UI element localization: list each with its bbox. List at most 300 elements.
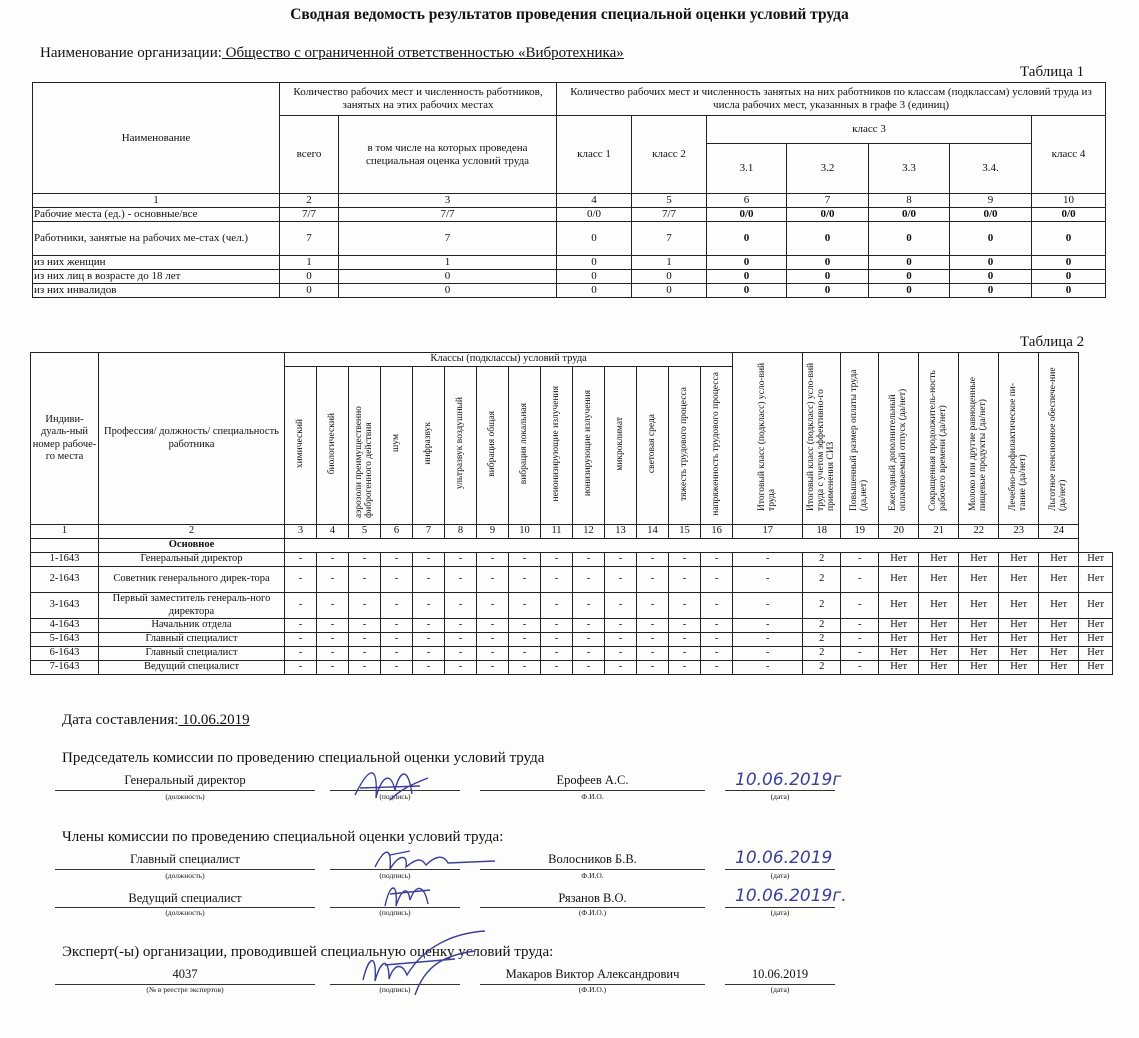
t2-column-number: 22: [959, 525, 999, 539]
chair-fio-caption: Ф.И.О.: [581, 792, 604, 801]
t1-cell: 0: [557, 270, 632, 284]
t2-section-empty: [31, 539, 99, 553]
t1-row: [33, 208, 1106, 222]
t2-cell-dash: -: [541, 593, 573, 619]
t1-header-3-4: 3.4.: [950, 144, 1032, 194]
t2-cell-dash: -: [445, 567, 477, 593]
t1-cell: 0: [869, 256, 950, 270]
member2-signature: [380, 878, 440, 913]
member2-position-caption: (должность): [165, 908, 205, 917]
t2-header-factor-label: напряженность трудового процесса: [710, 371, 721, 516]
t1-cell: 0/0: [1032, 208, 1106, 222]
t2-cell-dash: -: [285, 619, 317, 633]
t2-cell-dash: -: [573, 553, 605, 567]
t2-header-factor-label: световая среда: [646, 413, 657, 473]
t2-header-extra-label: Льготное пенсионное обеспече-ние (да/нет): [1047, 367, 1068, 512]
t2-cell-dash: -: [733, 647, 803, 661]
document-title: Сводная ведомость результатов проведения специальной оценки условий труда: [290, 6, 849, 23]
t2-cell-dash: -: [285, 633, 317, 647]
t2-cell-dash: -: [317, 661, 349, 675]
t2-column-number: 11: [541, 525, 573, 539]
t2-row: [31, 593, 1113, 619]
member2-fio-caption: (Ф.И.О.): [578, 908, 607, 917]
t2-cell-no: Нет: [999, 647, 1039, 661]
t2-cell-dash: -: [669, 593, 701, 619]
t2-cell-dash: -: [445, 619, 477, 633]
t2-cell-no: Нет: [879, 567, 919, 593]
t2-cell-dash: -: [841, 619, 879, 633]
t2-header-extra: [959, 353, 999, 525]
t2-cell-no: Нет: [879, 593, 919, 619]
t2-cell-dash: -: [413, 647, 445, 661]
t2-header-factor: [477, 367, 509, 525]
t2-cell-dash: -: [381, 647, 413, 661]
t2-row-id: 4-1643: [31, 619, 99, 633]
t2-cell-no: Нет: [999, 633, 1039, 647]
t2-column-number: 19: [841, 525, 879, 539]
member1-position: Главный специалист: [130, 852, 240, 866]
t2-header-factor-label: тяжесть трудового процесса: [678, 386, 689, 501]
t2-cell-no: Нет: [959, 633, 999, 647]
t2-cell-dash: -: [317, 593, 349, 619]
t2-cell-dash: -: [477, 553, 509, 567]
t2-cell-no: Нет: [879, 661, 919, 675]
t1-cell: 0: [1032, 284, 1106, 298]
t1-cell: 0: [1032, 270, 1106, 284]
t2-header-factor-label: ионизирующие излучения: [582, 390, 593, 497]
t1-cell: 1: [632, 256, 707, 270]
t2-header-extra-label: Ежегодный дополнительный оплачиваемый отпуск (да/нет): [887, 389, 908, 512]
t2-column-number: 16: [701, 525, 733, 539]
t2-column-number: 6: [381, 525, 413, 539]
t2-cell-dash: -: [413, 619, 445, 633]
t2-cell-dash: -: [509, 567, 541, 593]
t2-cell-no: Нет: [1039, 567, 1079, 593]
t1-header-count: Количество рабочих мест и численность работников, занятых на этих рабочих местах: [280, 83, 557, 116]
table1-caption: Таблица 1: [1020, 64, 1085, 80]
compile-date: [62, 712, 250, 729]
expert-registry-caption: (№ в реестре экспертов): [146, 985, 224, 994]
t2-header-extra-label: Итоговый класс (подкласс) усло-вий труда с учетом эффективно-го применения СИЗ: [805, 363, 836, 512]
t2-cell-no: Нет: [1079, 567, 1113, 593]
t2-header-factor-label: химический: [294, 418, 305, 469]
t1-cell: 0: [787, 256, 869, 270]
member1-fio: Волосников Б.В.: [548, 852, 637, 866]
t2-cell-dash: -: [349, 619, 381, 633]
t1-cell: 7: [632, 222, 707, 256]
t1-cell: 0: [950, 284, 1032, 298]
t2-row-profession: Главный специалист: [99, 647, 285, 661]
t2-cell-no: Нет: [1079, 661, 1113, 675]
t2-cell-dash: -: [701, 633, 733, 647]
t2-cell-dash: -: [285, 567, 317, 593]
t2-cell-dash: -: [285, 661, 317, 675]
member1-signature: [370, 845, 500, 875]
compile-date-value: 10.06.2019: [178, 712, 250, 728]
t2-cell-dash: -: [349, 567, 381, 593]
t1-column-number: 10: [1032, 194, 1106, 208]
t2-row-id: 7-1643: [31, 661, 99, 675]
t2-header-factor: [605, 367, 637, 525]
t2-header-factor-label: ультразвук воздушный: [454, 397, 465, 490]
t1-row: [33, 256, 1106, 270]
t2-cell-dash: -: [317, 567, 349, 593]
t2-row: [31, 661, 1113, 675]
t2-row: [31, 619, 1113, 633]
t1-cell: 0: [557, 256, 632, 270]
t2-header-extra: [1039, 353, 1079, 525]
table2-caption: Таблица 2: [1020, 334, 1085, 350]
t1-cell: 0: [632, 284, 707, 298]
t2-row-id: 2-1643: [31, 567, 99, 593]
t2-cell-dash: -: [413, 567, 445, 593]
t1-header-classes: Количество рабочих мест и численность занятых на них работников по классам (подклассам) условий труда из числа рабочих мест, указанных в графе 3 (единиц): [557, 83, 1106, 116]
t1-cell: 0/0: [787, 208, 869, 222]
t2-cell-dash: -: [317, 633, 349, 647]
t2-cell-final-class: 2: [803, 633, 841, 647]
t1-cell: 0/0: [950, 208, 1032, 222]
t2-row: [31, 567, 1113, 593]
t2-cell-no: Нет: [1039, 593, 1079, 619]
t2-cell-dash: -: [285, 647, 317, 661]
t2-cell-no: Нет: [999, 661, 1039, 675]
t1-header-class2: класс 2: [632, 116, 707, 194]
t2-cell-dash: -: [509, 633, 541, 647]
t2-cell-dash: -: [701, 593, 733, 619]
chair-position-caption: (должность): [165, 792, 205, 801]
t2-cell-dash: -: [669, 647, 701, 661]
t1-cell: 0/0: [869, 208, 950, 222]
t1-cell: 0: [787, 222, 869, 256]
t2-cell-dash: -: [605, 567, 637, 593]
t2-cell-dash: -: [509, 593, 541, 619]
t2-cell-no: Нет: [1039, 661, 1079, 675]
t2-header-factor-label: микроклимат: [614, 416, 625, 471]
t1-cell: 0/0: [707, 208, 787, 222]
t1-row: [33, 270, 1106, 284]
t2-cell-dash: -: [509, 619, 541, 633]
t2-cell-no: Нет: [959, 619, 999, 633]
t2-header-extra-label: Лечебно-профилактическое пи-тание (да/нет): [1007, 383, 1028, 512]
member2-fio: Рязанов В.О.: [558, 891, 627, 905]
t2-cell-dash: -: [509, 647, 541, 661]
t2-header-factor: [701, 367, 733, 525]
t1-cell: 0: [950, 256, 1032, 270]
t1-column-number: 6: [707, 194, 787, 208]
t1-cell: 7/7: [280, 208, 339, 222]
t2-cell-final-class: 2: [803, 661, 841, 675]
member1-position-caption: (должность): [165, 871, 205, 880]
t2-column-number: 23: [999, 525, 1039, 539]
t2-cell-dash: -: [445, 633, 477, 647]
t2-row-profession: Советник генерального дирек-тора: [99, 567, 285, 593]
t2-cell-dash: -: [733, 553, 803, 567]
t2-row-id: 6-1643: [31, 647, 99, 661]
member1-position-line: [55, 868, 315, 870]
t2-column-number: 1: [31, 525, 99, 539]
t2-cell-dash: -: [637, 661, 669, 675]
t1-column-number: 1: [33, 194, 280, 208]
t2-cell-dash: -: [605, 661, 637, 675]
t2-column-number: 21: [919, 525, 959, 539]
t2-header-extra: [879, 353, 919, 525]
t2-header-profession: Профессия/ должность/ специальность работника: [99, 353, 285, 525]
t2-cell-dash: -: [605, 633, 637, 647]
t2-cell-dash: -: [637, 593, 669, 619]
t2-header-factor-label: шум: [390, 434, 401, 453]
t2-cell-no: Нет: [999, 593, 1039, 619]
t1-row: [33, 284, 1106, 298]
chair-heading: Председатель комиссии по проведению специальной оценки условий труда: [62, 750, 545, 766]
t1-header-3-1: 3.1: [707, 144, 787, 194]
t2-header-extra: [919, 353, 959, 525]
t2-header-factor: [445, 367, 477, 525]
t1-header-3-2: 3.2: [787, 144, 869, 194]
t2-cell-dash: -: [841, 647, 879, 661]
t2-cell-dash: -: [445, 647, 477, 661]
t1-cell: 0: [950, 222, 1032, 256]
t2-header-factor-label: неионизирующие излучения: [550, 385, 561, 502]
t2-cell-dash: -: [605, 593, 637, 619]
t2-cell-no: Нет: [999, 553, 1039, 567]
chair-date-line: [725, 789, 835, 791]
t2-cell-dash: -: [541, 619, 573, 633]
t2-cell-dash: -: [637, 553, 669, 567]
t2-cell-dash: -: [445, 661, 477, 675]
t2-cell-dash: -: [841, 567, 879, 593]
expert-signature: [355, 925, 495, 1005]
t2-cell-dash: -: [381, 593, 413, 619]
t2-cell-dash: -: [285, 593, 317, 619]
t1-column-number: 8: [869, 194, 950, 208]
t1-cell: 1: [339, 256, 557, 270]
t1-header-total: всего: [280, 116, 339, 194]
member1-date-line: [725, 868, 835, 870]
t2-header-factor: [637, 367, 669, 525]
t2-cell-final-class: 2: [803, 567, 841, 593]
t2-row: [31, 633, 1113, 647]
t2-cell-dash: -: [413, 661, 445, 675]
t2-row-id: 5-1643: [31, 633, 99, 647]
t2-cell-dash: -: [317, 619, 349, 633]
t2-cell-dash: -: [841, 661, 879, 675]
t2-cell-dash: -: [841, 633, 879, 647]
t2-cell-dash: -: [381, 633, 413, 647]
t1-cell: 0: [557, 222, 632, 256]
t1-header-included: в том числе на которых проведена специальная оценка условий труда: [339, 116, 557, 194]
chair-date-caption: (дата): [770, 792, 790, 801]
t2-cell-final-class: 2: [803, 647, 841, 661]
compile-date-label: Дата составления:: [62, 712, 179, 728]
t2-header-factor-label: биологический: [326, 412, 337, 475]
chair-date: 10.06.2019г: [735, 770, 842, 790]
t2-cell-dash: -: [605, 553, 637, 567]
t2-cell-dash: -: [541, 567, 573, 593]
t2-cell-dash: -: [477, 661, 509, 675]
t2-section-fill: [285, 539, 1079, 553]
t1-cell: 7/7: [632, 208, 707, 222]
t2-cell-dash: -: [605, 647, 637, 661]
t2-column-number: 17: [733, 525, 803, 539]
t2-cell-dash: -: [605, 619, 637, 633]
organization-name: Общество с ограниченной ответственностью «Вибротехника»: [221, 45, 624, 61]
t2-cell-dash: -: [317, 647, 349, 661]
t2-column-number: 8: [445, 525, 477, 539]
t2-cell-dash: -: [509, 661, 541, 675]
t1-column-number: 2: [280, 194, 339, 208]
t2-cell-no: Нет: [1079, 619, 1113, 633]
t2-cell-no: Нет: [1079, 633, 1113, 647]
t2-cell-dash: -: [669, 633, 701, 647]
t2-cell-dash: -: [477, 633, 509, 647]
t2-cell-dash: -: [573, 567, 605, 593]
t2-cell-dash: -: [637, 619, 669, 633]
t2-row-profession: Начальник отдела: [99, 619, 285, 633]
t1-header-name: Наименование: [33, 83, 280, 194]
t2-column-number: 13: [605, 525, 637, 539]
t2-cell-dash: -: [701, 567, 733, 593]
t2-header-factor-label: вибрация локальная: [518, 402, 529, 485]
t2-header-extra: [999, 353, 1039, 525]
t2-section-label: Основное: [99, 539, 285, 553]
expert-heading: Эксперт(-ы) организации, проводившей специальную оценку условий труда:: [62, 944, 554, 960]
chair-fio-line: [480, 789, 705, 791]
t2-cell-dash: -: [477, 647, 509, 661]
t1-cell: 0: [787, 284, 869, 298]
t2-header-factor: [669, 367, 701, 525]
t1-cell: 7: [339, 222, 557, 256]
t2-cell-no: Нет: [1039, 647, 1079, 661]
t1-row-label: Работники, занятые на рабочих ме-стах (чел.): [33, 222, 280, 256]
t2-header-factor-label: инфразвук: [422, 422, 433, 465]
t2-cell-dash: -: [381, 553, 413, 567]
t1-cell: 0: [869, 284, 950, 298]
organization-line: [40, 45, 624, 62]
t2-cell-no: Нет: [919, 567, 959, 593]
t2-cell-dash: -: [509, 553, 541, 567]
t2-cell-dash: -: [477, 593, 509, 619]
t1-column-number: 9: [950, 194, 1032, 208]
t2-cell-dash: -: [349, 661, 381, 675]
expert-fio: Макаров Виктор Александрович: [505, 967, 680, 981]
t2-cell-no: Нет: [879, 647, 919, 661]
t2-cell-no: Нет: [919, 661, 959, 675]
t2-header-factor: [381, 367, 413, 525]
member2-position: Ведущий специалист: [128, 891, 242, 905]
t2-header-factor: [573, 367, 605, 525]
member1-date-caption: (дата): [770, 871, 790, 880]
expert-date-caption: (дата): [770, 985, 790, 994]
t2-cell-dash: -: [413, 593, 445, 619]
t2-header-classes: Классы (подклассы) условий труда: [285, 353, 733, 367]
t1-column-number: 3: [339, 194, 557, 208]
t1-cell: 0: [1032, 256, 1106, 270]
t2-cell-dash: -: [413, 553, 445, 567]
t1-cell: 0: [280, 284, 339, 298]
t2-cell-dash: -: [669, 661, 701, 675]
t2-cell-no: Нет: [879, 553, 919, 567]
t1-cell: 0: [1032, 222, 1106, 256]
t2-header-id: Индиви-дуаль-ный номер рабоче-го места: [31, 353, 99, 525]
t2-cell-dash: -: [541, 661, 573, 675]
t2-header-factor: [349, 367, 381, 525]
workplace-table: [30, 352, 1113, 675]
t2-column-number: 15: [669, 525, 701, 539]
t2-header-extra-label: Повышенный размер оплаты труда (да,нет): [848, 369, 869, 512]
t2-header-factor: [317, 367, 349, 525]
t2-cell-dash: -: [701, 661, 733, 675]
t1-row-label: из них лиц в возрасте до 18 лет: [33, 270, 280, 284]
t2-row-profession: Генеральный директор: [99, 553, 285, 567]
t2-cell-dash: -: [701, 647, 733, 661]
t2-header-extra-label: Сокращенная продолжитель-ность рабочего времени (да/нет): [927, 370, 948, 512]
t2-cell-dash: -: [541, 647, 573, 661]
t2-cell-dash: -: [733, 567, 803, 593]
t2-cell-dash: -: [669, 567, 701, 593]
member1-fio-caption: Ф.И.О.: [581, 871, 604, 880]
t2-column-number: 2: [99, 525, 285, 539]
t2-header-factor-label: вибрация общая: [486, 410, 497, 477]
t2-column-number: 18: [803, 525, 841, 539]
t2-cell-dash: -: [669, 619, 701, 633]
t1-column-number: 7: [787, 194, 869, 208]
t2-cell-dash: -: [317, 553, 349, 567]
t2-cell-no: Нет: [1039, 553, 1079, 567]
t1-cell: 0: [707, 256, 787, 270]
t2-row: [31, 553, 1113, 567]
t2-row-profession: Ведущий специалист: [99, 661, 285, 675]
chair-signature: [350, 760, 430, 805]
t2-cell-dash: -: [573, 633, 605, 647]
t2-column-number: 14: [637, 525, 669, 539]
t2-cell-dash: -: [573, 661, 605, 675]
t2-cell-dash: -: [733, 661, 803, 675]
t2-cell-no: Нет: [999, 619, 1039, 633]
t2-cell-dash: -: [381, 567, 413, 593]
t2-cell-dash: -: [733, 633, 803, 647]
t2-column-number: 20: [879, 525, 919, 539]
t2-cell-final-class: 2: [803, 553, 841, 567]
t2-cell-no: Нет: [959, 661, 999, 675]
t2-cell-dash: -: [381, 619, 413, 633]
t1-cell: 0/0: [557, 208, 632, 222]
expert-fio-caption: (Ф.И.О.): [578, 985, 607, 994]
t2-cell-no: Нет: [959, 593, 999, 619]
t2-column-number: 12: [573, 525, 605, 539]
chair-position-line: [55, 789, 315, 791]
t2-cell-no: Нет: [959, 553, 999, 567]
t2-cell-dash: -: [573, 647, 605, 661]
t2-cell-no: Нет: [919, 593, 959, 619]
t2-header-factor: [509, 367, 541, 525]
t2-cell-no: Нет: [919, 619, 959, 633]
t2-cell-dash: -: [413, 633, 445, 647]
t2-row-profession: Первый заместитель генераль-ного директора: [99, 593, 285, 619]
t2-column-number: 7: [413, 525, 445, 539]
t2-cell-no: Нет: [1039, 619, 1079, 633]
t2-cell-no: Нет: [1039, 633, 1079, 647]
t1-header-class4: класс 4: [1032, 116, 1106, 194]
t1-cell: 1: [280, 256, 339, 270]
t1-cell: 7: [280, 222, 339, 256]
t1-cell: 0: [280, 270, 339, 284]
t2-cell-dash: -: [637, 633, 669, 647]
t2-cell-dash: -: [349, 553, 381, 567]
member2-date-caption: (дата): [770, 908, 790, 917]
t2-row: [31, 647, 1113, 661]
t2-row-profession: Главный специалист: [99, 633, 285, 647]
t1-row-label: из них инвалидов: [33, 284, 280, 298]
